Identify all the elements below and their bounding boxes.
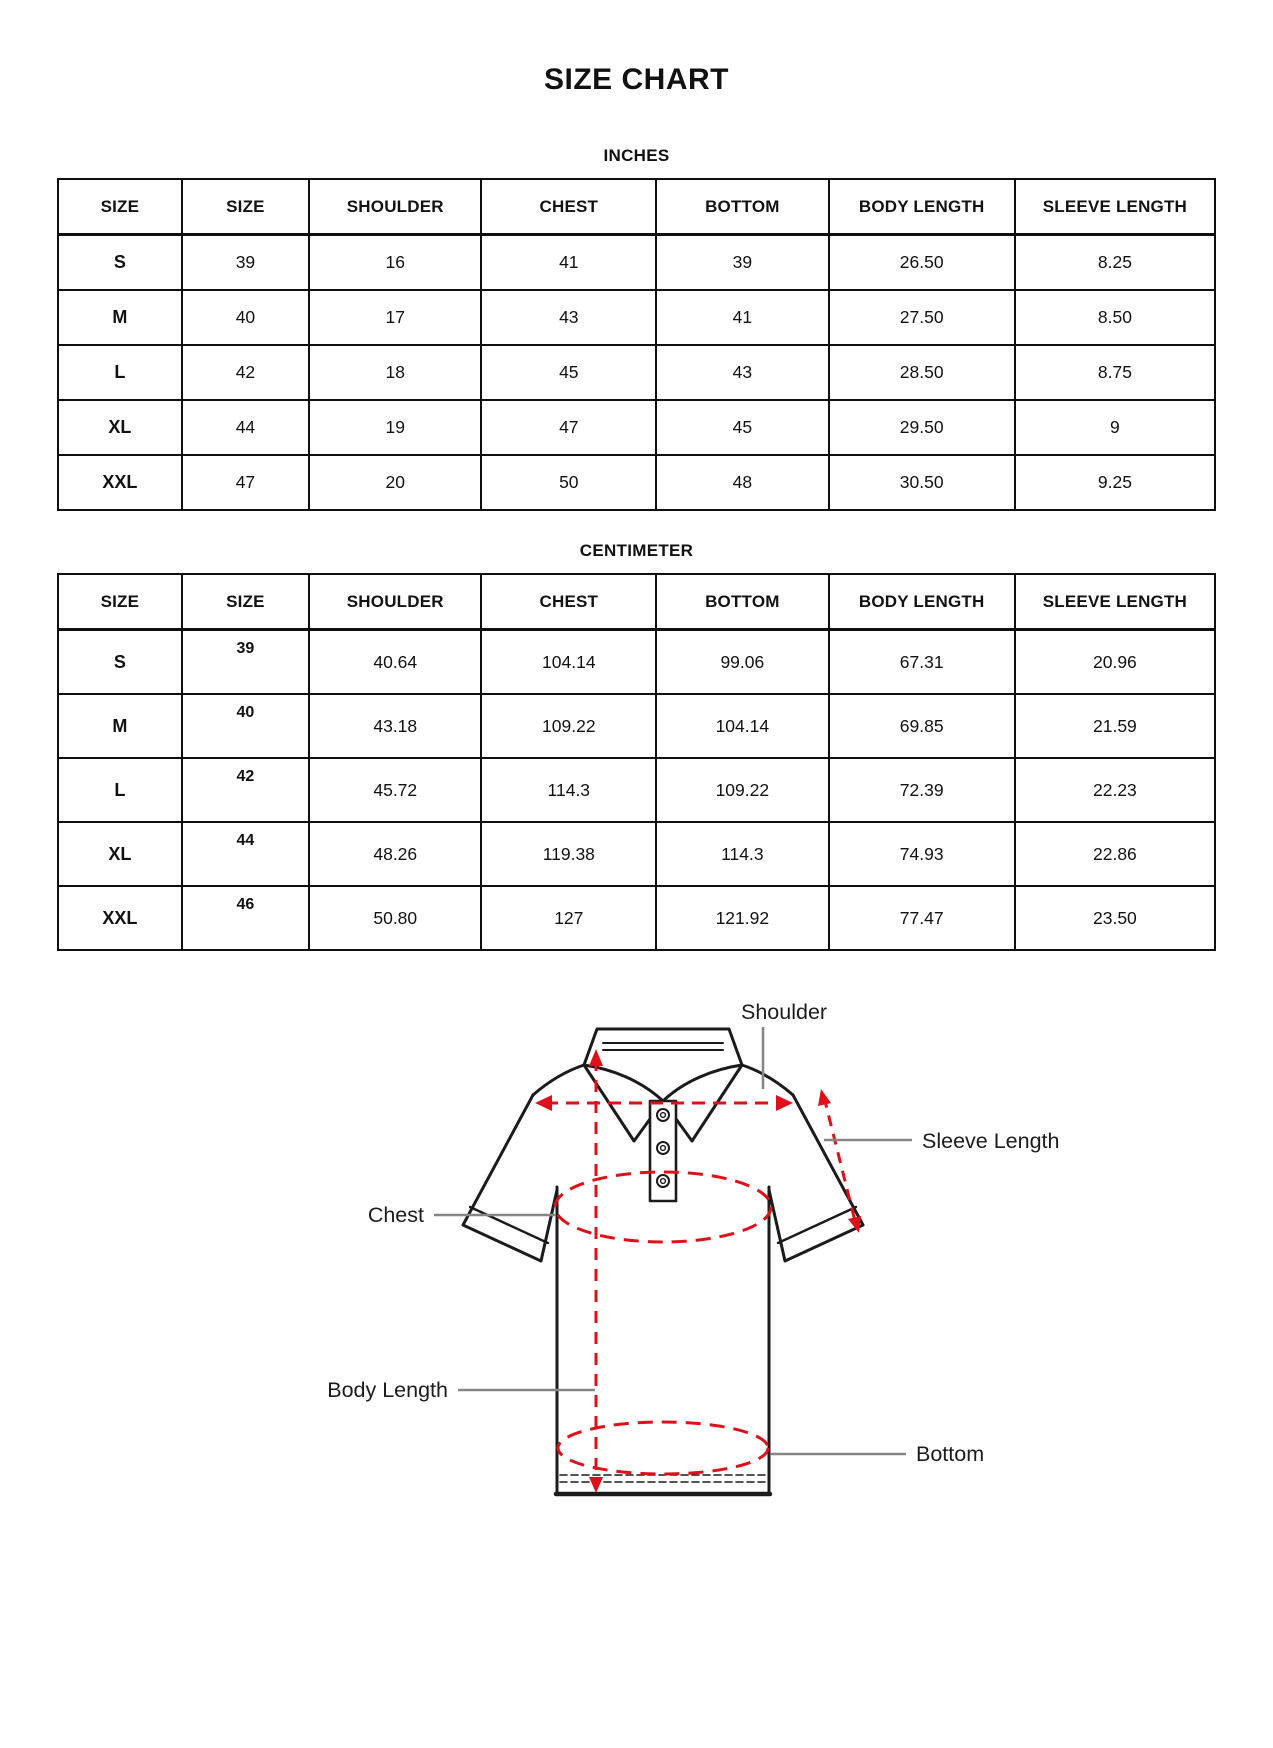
centimeter-size-table [57, 573, 1216, 951]
table-cell: 45 [481, 345, 656, 400]
table-cell: 104.14 [481, 630, 656, 695]
right-shoulder-seam [742, 1065, 793, 1095]
table-cell: 121.92 [656, 886, 828, 950]
table-cell: 8.25 [1015, 235, 1215, 291]
table-cell: 40 [182, 694, 309, 758]
table-row [58, 630, 1215, 695]
table-cell: 109.22 [656, 758, 828, 822]
table-cell: 8.50 [1015, 290, 1215, 345]
table-cell: 43.18 [309, 694, 481, 758]
shoulder-label: Shoulder [741, 1000, 828, 1024]
table-cell: 72.39 [829, 758, 1015, 822]
table-cell: 39 [182, 235, 309, 291]
table-row [58, 694, 1215, 758]
table-cell: 77.47 [829, 886, 1015, 950]
table-cell: 28.50 [829, 345, 1015, 400]
table-cell: M [58, 290, 182, 345]
right-sleeve [769, 1095, 863, 1261]
column-header: SLEEVE LENGTH [1015, 179, 1215, 235]
table-cell: 18 [309, 345, 481, 400]
column-header: SIZE [58, 574, 182, 630]
table-cell: S [58, 630, 182, 695]
placket-button [657, 1109, 669, 1121]
column-header: BODY LENGTH [829, 179, 1015, 235]
placket-button [657, 1175, 669, 1187]
sleeve-length-label: Sleeve Length [922, 1129, 1060, 1153]
column-header: CHEST [481, 179, 656, 235]
table-cell: 99.06 [656, 630, 828, 695]
table-cell: 20.96 [1015, 630, 1215, 695]
table-row [58, 822, 1215, 886]
sleeve-arrowhead-top [818, 1089, 831, 1106]
table-cell: 74.93 [829, 822, 1015, 886]
table-cell: 8.75 [1015, 345, 1215, 400]
table-row [58, 886, 1215, 950]
table-cell: 43 [481, 290, 656, 345]
left-sleeve-cuff-band [470, 1207, 548, 1243]
header-row [58, 574, 1215, 630]
polo-shirt-measurement-art [0, 985, 1273, 1565]
column-header: BOTTOM [656, 179, 828, 235]
column-header: CHEST [481, 574, 656, 630]
column-header: BODY LENGTH [829, 574, 1015, 630]
table-cell: 17 [309, 290, 481, 345]
table-cell: M [58, 694, 182, 758]
table-cell: 42 [182, 758, 309, 822]
table-cell: 47 [481, 400, 656, 455]
table-cell: 114.3 [656, 822, 828, 886]
column-header: BOTTOM [656, 574, 828, 630]
table-cell: S [58, 235, 182, 291]
table-cell: 44 [182, 400, 309, 455]
table-cell: 22.23 [1015, 758, 1215, 822]
header-row [58, 179, 1215, 235]
table-cell: 30.50 [829, 455, 1015, 510]
shoulder-arrowhead-right [776, 1095, 793, 1111]
right-sleeve-cuff-band [778, 1207, 856, 1243]
left-sleeve [463, 1095, 557, 1261]
centimeter-table-body [58, 630, 1215, 951]
table-cell: 40.64 [309, 630, 481, 695]
bottom-label: Bottom [916, 1442, 985, 1466]
chest-label: Chest [367, 1203, 424, 1227]
table-cell: 50 [481, 455, 656, 510]
inches-section [0, 146, 1273, 511]
table-cell: 40 [182, 290, 309, 345]
table-cell: 48.26 [309, 822, 481, 886]
bottom-measure-ellipse [558, 1422, 768, 1474]
table-cell: 114.3 [481, 758, 656, 822]
table-cell: 127 [481, 886, 656, 950]
column-header: SHOULDER [309, 179, 481, 235]
column-header: SIZE [182, 574, 309, 630]
column-header: SHOULDER [309, 574, 481, 630]
table-cell: 21.59 [1015, 694, 1215, 758]
column-header: SIZE [182, 179, 309, 235]
table-cell: 104.14 [656, 694, 828, 758]
table-cell: XL [58, 400, 182, 455]
table-cell: 27.50 [829, 290, 1015, 345]
table-cell: XXL [58, 886, 182, 950]
table-cell: 16 [309, 235, 481, 291]
table-cell: 9 [1015, 400, 1215, 455]
table-cell: 43 [656, 345, 828, 400]
table-cell: 39 [656, 235, 828, 291]
table-cell: 47 [182, 455, 309, 510]
table-row [58, 290, 1215, 345]
table-cell: 69.85 [829, 694, 1015, 758]
table-cell: 22.86 [1015, 822, 1215, 886]
table-cell: 50.80 [309, 886, 481, 950]
shoulder-arrowhead-left [535, 1095, 552, 1111]
table-row [58, 345, 1215, 400]
measurement-diagram [0, 985, 1273, 1565]
polo-shirt-outline [463, 1029, 863, 1494]
table-cell: L [58, 345, 182, 400]
table-cell: 119.38 [481, 822, 656, 886]
table-cell: 46 [182, 886, 309, 950]
table-cell: 48 [656, 455, 828, 510]
table-cell: 9.25 [1015, 455, 1215, 510]
table-cell: 41 [481, 235, 656, 291]
table-cell: 109.22 [481, 694, 656, 758]
table-cell: 39 [182, 630, 309, 695]
inches-size-table [57, 178, 1216, 511]
inches-table-header [58, 179, 1215, 235]
left-shoulder-seam [533, 1065, 584, 1095]
table-cell: XXL [58, 455, 182, 510]
table-cell: 44 [182, 822, 309, 886]
table-cell: 67.31 [829, 630, 1015, 695]
table-cell: 26.50 [829, 235, 1015, 291]
table-cell: L [58, 758, 182, 822]
centimeter-section [0, 541, 1273, 951]
table-row [58, 455, 1215, 510]
page-title: SIZE CHART [544, 63, 729, 96]
table-cell: 45 [656, 400, 828, 455]
table-cell: XL [58, 822, 182, 886]
table-cell: 20 [309, 455, 481, 510]
centimeter-table-header [58, 574, 1215, 630]
column-header: SIZE [58, 179, 182, 235]
table-cell: 29.50 [829, 400, 1015, 455]
inches-unit-label: INCHES [603, 146, 670, 165]
inches-table-body [58, 235, 1215, 511]
body-length-arrowhead-bottom [589, 1477, 603, 1493]
centimeter-unit-label: CENTIMETER [579, 541, 694, 560]
table-cell: 42 [182, 345, 309, 400]
table-row [58, 758, 1215, 822]
collar-back-band [584, 1029, 742, 1065]
table-cell: 45.72 [309, 758, 481, 822]
placket-button [657, 1142, 669, 1154]
table-cell: 23.50 [1015, 886, 1215, 950]
table-row [58, 400, 1215, 455]
table-row [58, 235, 1215, 291]
table-cell: 19 [309, 400, 481, 455]
column-header: SLEEVE LENGTH [1015, 574, 1215, 630]
table-cell: 41 [656, 290, 828, 345]
body-length-label: Body Length [327, 1378, 448, 1402]
